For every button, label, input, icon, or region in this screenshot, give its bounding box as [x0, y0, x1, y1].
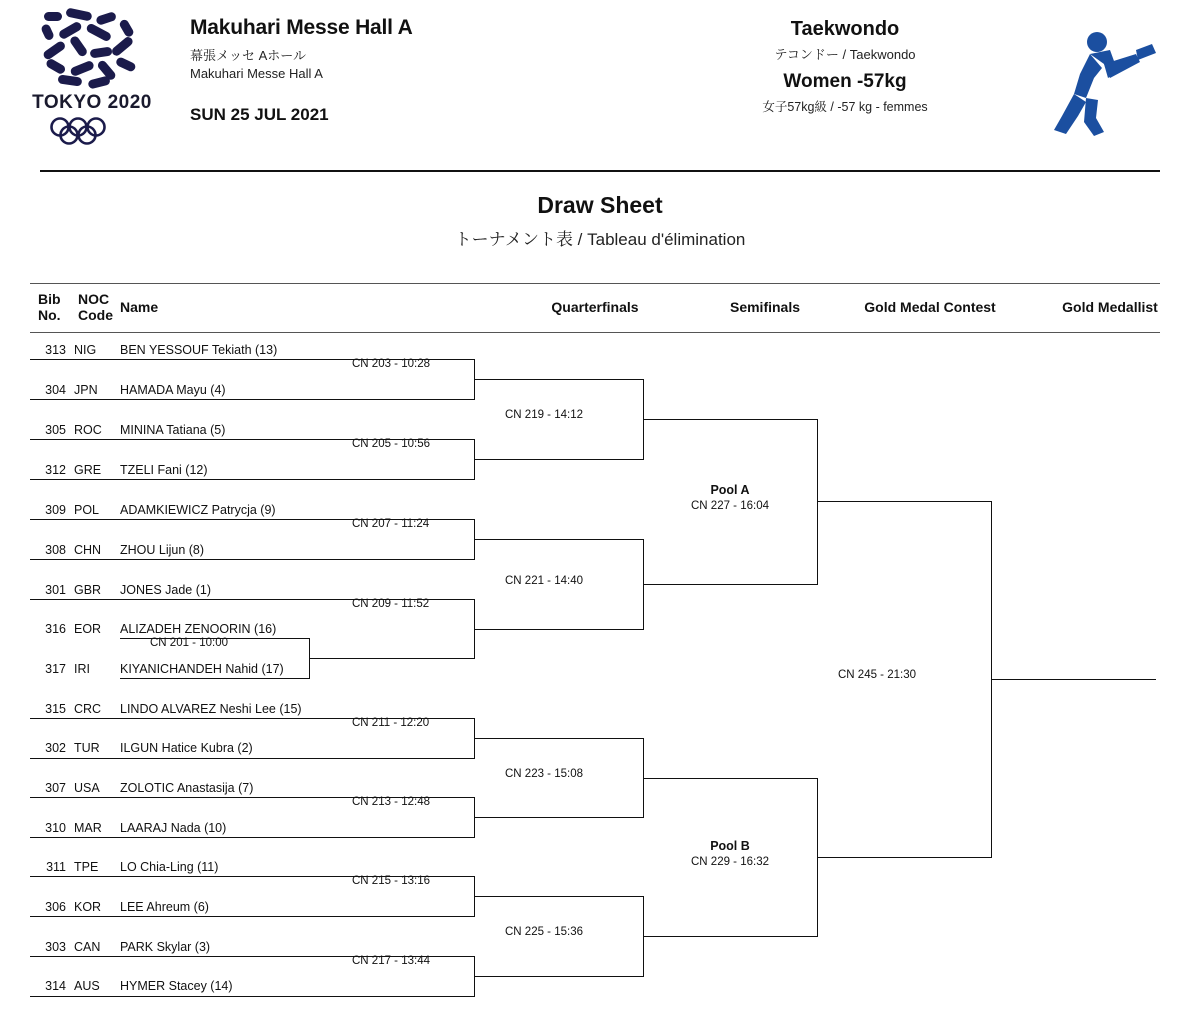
- column-header-gold-medallist: Gold Medallist: [1062, 299, 1158, 315]
- athlete-noc: CRC: [74, 702, 102, 716]
- bracket-line: [309, 658, 475, 659]
- athlete-bib: 305: [45, 423, 66, 437]
- column-header-noc-line1: NOC: [78, 291, 110, 307]
- athlete-bib: 307: [45, 781, 66, 795]
- column-header-noc-line2: Code: [78, 307, 113, 323]
- bracket-line: [474, 738, 644, 739]
- column-header-name: Name: [120, 299, 159, 315]
- athlete-bib: 312: [45, 463, 66, 477]
- match-label: CN 221 - 14:40: [505, 575, 583, 587]
- athlete-noc: TPE: [74, 860, 99, 874]
- match-label: CN 229 - 16:32: [691, 856, 769, 868]
- athlete-noc: TUR: [74, 741, 100, 755]
- sport-name: Taekwondo: [790, 18, 900, 40]
- match-label: CN 223 - 15:08: [505, 768, 583, 780]
- title-block: [0, 192, 1200, 250]
- athlete-name: PARK Skylar (3): [120, 940, 211, 954]
- athlete-bib: 310: [45, 821, 66, 835]
- athlete-bib: 311: [46, 860, 66, 874]
- match-label: CN 219 - 14:12: [505, 409, 583, 421]
- event-name-sub: 女子57kg級 / -57 kg - femmes: [762, 100, 928, 114]
- event-name: Women -57kg: [783, 71, 907, 92]
- match-label: CN 209 - 11:52: [352, 598, 430, 610]
- page-subtitle: トーナメント表 / Tableau d'élimination: [454, 230, 746, 249]
- athlete-bib: 315: [45, 702, 66, 716]
- olympic-logo-block: [22, 8, 162, 151]
- athlete-noc: IRI: [74, 662, 90, 676]
- athlete-bib: 316: [45, 622, 66, 636]
- athlete-name: ZOLOTIC Anastasija (7): [120, 781, 254, 795]
- column-header-bib-line1: Bib: [38, 291, 61, 307]
- bracket-line: [474, 629, 644, 630]
- page-title: Draw Sheet: [537, 192, 663, 218]
- bracket-line: [30, 479, 475, 480]
- athlete-noc: CAN: [74, 940, 101, 954]
- bracket-line: [30, 399, 475, 400]
- match-label: CN 203 - 10:28: [352, 358, 430, 370]
- athlete-noc: AUS: [74, 979, 100, 993]
- match-label: CN 215 - 13:16: [352, 875, 430, 887]
- match-label: CN 211 - 12:20: [352, 717, 430, 729]
- athlete-bib: 309: [45, 503, 66, 517]
- athlete-noc: GBR: [74, 583, 102, 597]
- athlete-name: ALIZADEH ZENOORIN (16): [120, 622, 277, 636]
- athlete-name: KIYANICHANDEH Nahid (17): [120, 662, 284, 676]
- athlete-bib: 313: [45, 343, 66, 357]
- column-header-bib-line2: No.: [38, 307, 61, 323]
- athlete-name: LINDO ALVAREZ Neshi Lee (15): [120, 702, 302, 716]
- bracket-line: [474, 976, 644, 977]
- bracket-line: [474, 539, 644, 540]
- bracket-line: [643, 419, 818, 420]
- bracket-line: [120, 678, 310, 679]
- column-header-semifinals: Semifinals: [729, 299, 801, 315]
- athlete-name: BEN YESSOUF Tekiath (13): [120, 343, 278, 357]
- bracket-line: [817, 501, 992, 502]
- match-label: CN 213 - 12:48: [352, 796, 430, 808]
- pool-label-a: Pool A: [710, 483, 750, 497]
- match-label: CN 201 - 10:00: [150, 637, 228, 649]
- athlete-noc: CHN: [74, 543, 102, 557]
- athlete-name: HYMER Stacey (14): [120, 979, 233, 993]
- athlete-noc: EOR: [74, 622, 102, 636]
- athlete-bib: 317: [45, 662, 66, 676]
- bracket-line: [643, 936, 818, 937]
- athlete-bib: 301: [45, 583, 66, 597]
- bracket-line: [30, 559, 475, 560]
- bracket-line: [30, 916, 475, 917]
- athlete-name: LEE Ahreum (6): [120, 900, 209, 914]
- page-header: [0, 0, 1200, 170]
- bracket-line: [643, 778, 818, 779]
- sport-block: [680, 18, 1010, 115]
- athlete-bib: 306: [45, 900, 66, 914]
- bracket-line: [817, 419, 818, 585]
- athlete-name: ADAMKIEWICZ Patrycja (9): [120, 503, 276, 517]
- bracket-line: [474, 459, 644, 460]
- bracket-line: [817, 857, 992, 858]
- athlete-name: JONES Jade (1): [120, 583, 212, 597]
- athlete-name: ILGUN Hatice Kubra (2): [120, 741, 253, 755]
- venue-name-jp: 幕張メッセ Aホール: [190, 48, 307, 63]
- athlete-name: LO Chia-Ling (11): [120, 860, 219, 874]
- pool-label-b: Pool B: [710, 839, 750, 853]
- bracket-line: [474, 896, 644, 897]
- session-date: SUN 25 JUL 2021: [190, 105, 329, 124]
- bracket-line: [30, 996, 475, 997]
- match-label: CN 225 - 15:36: [505, 926, 583, 938]
- match-label: CN 217 - 13:44: [352, 955, 430, 967]
- athlete-bib: 308: [45, 543, 66, 557]
- sport-name-sub: テコンドー / Taekwondo: [774, 47, 916, 62]
- column-header-gold-medal-contest: Gold Medal Contest: [864, 299, 996, 315]
- venue-block: [190, 16, 413, 125]
- tokyo-2020-emblem: [38, 8, 146, 90]
- athlete-bib: 302: [45, 741, 66, 755]
- draw-bracket: [0, 331, 1200, 1016]
- athlete-bib: 303: [45, 940, 66, 954]
- bracket-line: [643, 584, 818, 585]
- athlete-name: LAARAJ Nada (10): [120, 821, 227, 835]
- athlete-noc: USA: [74, 781, 100, 795]
- match-label: CN 227 - 16:04: [691, 500, 769, 512]
- gold-medallist-line: [991, 679, 1156, 680]
- athlete-noc: ROC: [74, 423, 102, 437]
- bracket-line: [474, 817, 644, 818]
- athlete-bib: 314: [45, 979, 66, 993]
- taekwondo-pictogram: [1040, 20, 1160, 140]
- column-header-noc: [78, 291, 113, 323]
- column-header-quarterfinals: Quarterfinals: [551, 299, 639, 315]
- bracket-line: [474, 379, 644, 380]
- tokyo-2020-wordmark: TOKYO 2020: [32, 92, 152, 113]
- athlete-noc: KOR: [74, 900, 102, 914]
- athlete-name: TZELI Fani (12): [120, 463, 208, 477]
- bracket-line: [30, 837, 475, 838]
- bracket-line: [30, 758, 475, 759]
- athlete-name: ZHOU Lijun (8): [120, 543, 205, 557]
- athlete-noc: JPN: [74, 383, 98, 397]
- athlete-bib: 304: [45, 383, 66, 397]
- column-header-bar: [30, 283, 1160, 333]
- athlete-name: MININA Tatiana (5): [120, 423, 226, 437]
- match-label: CN 205 - 10:56: [352, 438, 430, 450]
- athlete-noc: MAR: [74, 821, 102, 835]
- venue-name: Makuhari Messe Hall A: [190, 16, 413, 39]
- olympic-rings: [22, 116, 162, 151]
- athlete-noc: GRE: [74, 463, 102, 477]
- venue-name-en: Makuhari Messe Hall A: [190, 66, 323, 81]
- header-divider: [40, 170, 1160, 172]
- athlete-noc: POL: [74, 503, 100, 517]
- athlete-noc: NIG: [74, 343, 97, 357]
- match-label: CN 245 - 21:30: [838, 669, 916, 681]
- match-label: CN 207 - 11:24: [352, 518, 430, 530]
- athlete-name: HAMADA Mayu (4): [120, 383, 226, 397]
- column-header-bib: [38, 291, 61, 323]
